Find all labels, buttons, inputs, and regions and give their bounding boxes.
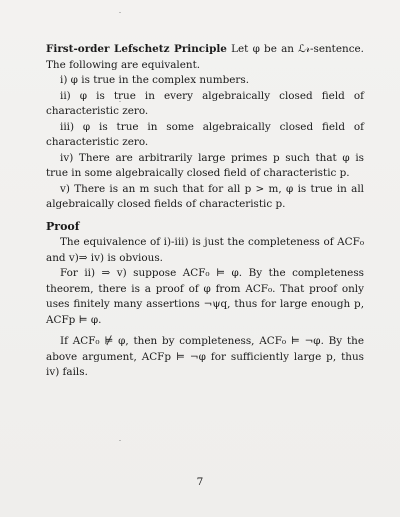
theorem-item-3: iii) φ is true in some algebraically closed field of characteristic zero. [46,120,364,148]
proof-paragraph-3: If ACF₀ ⊭ φ, then by completeness, ACF₀ ⊨ ¬φ. By the above argument, ACFp ⊨ ¬φ for sufficiently large p, thus iv) fails. [46,335,364,378]
scan-speck [119,440,121,441]
theorem-title: First-order Lefschetz Principle [46,43,227,55]
theorem-item-2: ii) φ is true in every algebraically closed field of characteristic zero. [46,89,364,117]
proof-paragraph-2: For ii) ⇒ v) suppose ACF₀ ⊨ φ. By the completeness theorem, there is a proof of φ from ACF₀. That proof only uses finitely many assertions ¬ψq, thus for large enough p, ACFp ⊨ φ. [46,267,364,326]
theorem-item-4: iv) There are arbitrarily large primes p such that φ is true in some algebraically closed field of characteristic p. [46,151,364,179]
theorem-statement [46,42,364,73]
theorem-intro: Let φ be an ℒ𝓇-sentence. The following are equivalent. [46,43,364,71]
proof-heading: Proof [46,219,80,233]
proof-paragraph-1: The equivalence of i)-iii) is just the completeness of ACF₀ and v)⇒ iv) is obvious. [46,236,364,264]
scan-speck [119,12,121,13]
theorem-item-5: v) There is an m such that for all p > m, φ is true in all algebraically closed fields of characteristic p. [46,182,364,210]
theorem-item-1: i) φ is true in the complex numbers. [60,74,249,86]
page-number: 7 [196,476,204,488]
page-content [46,42,364,381]
